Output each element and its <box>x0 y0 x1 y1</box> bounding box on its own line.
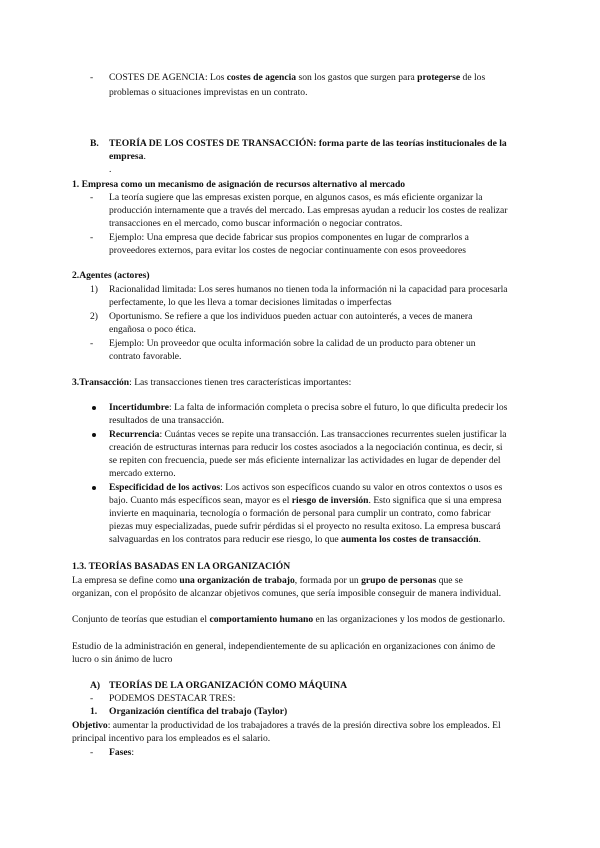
text-line: Objetivo: aumentar la productividad de los trabajadores a través de la presión directiva sobre los empleados. El <box>72 720 501 731</box>
text-line: Especificidad de los activos: Los activos son específicos cuando su valor en otros contextos o usos es <box>109 482 503 493</box>
section-a-title: TEORÍAS DE LA ORGANIZACIÓN COMO MÁQUINA <box>109 680 347 691</box>
text-line: Estudio de la administración en general, independientemente de su aplicación en organizaciones con ánimo de <box>72 641 496 652</box>
text-line: Conjunto de teorías que estudian el comportamiento humano en las organizaciones y los modos de gestionarlo. <box>72 614 506 625</box>
list-number: 1. <box>90 706 98 717</box>
text-line: proveedores externos, para evitar los costes de negociar continuamente con esos proveedores <box>109 245 466 256</box>
section-letter: B. <box>90 138 99 149</box>
text-line: contrato favorable. <box>109 351 182 362</box>
text-line: creación de estructuras internas para reducir los costes asociados a la negociación continua, es decir, si <box>109 442 503 453</box>
point-1-heading: 1. Empresa como un mecanismo de asignación de recursos alternativo al mercado <box>72 179 406 190</box>
section-letter: A) <box>90 680 101 691</box>
text-line: mercado externo. <box>109 468 176 479</box>
agency-line-1: COSTES DE AGENCIA: Los costes de agencia son los gastos que surgen para protegerse de los <box>109 72 486 83</box>
text-line: La teoría sugiere que las empresas existen porque, en algunos casos, es más eficiente organizar la <box>109 192 483 203</box>
bullet-icon <box>92 486 96 490</box>
list-marker: - <box>90 747 94 758</box>
list-marker: - <box>90 192 94 203</box>
list-marker: - <box>90 232 94 243</box>
list-number: 2) <box>90 311 98 322</box>
text-line: bajo. Cuanto más específicos sean, mayor es el riesgo de inversión. Esto significa que si una empresa <box>109 495 502 506</box>
text-line: transacciones en el mercado, como buscar información o negociar contratos. <box>109 218 403 229</box>
text-line: La empresa se define como una organización de trabajo, formada por un grupo de personas que se <box>72 575 463 586</box>
text-line: salvaguardas en los contratos para reducir ese riesgo, lo que aumenta los costes de transacción. <box>109 534 481 545</box>
text-line: principal incentivo para los empleados es el salario. <box>72 733 271 744</box>
bullet-icon <box>92 433 96 437</box>
text-line: Incertidumbre: La falta de información completa o precisa sobre el futuro, lo que dificulta predecir los <box>109 402 508 413</box>
text-line: perfectamente, lo que les lleva a tomar decisiones limitadas o imperfectas <box>109 297 392 308</box>
text-line: Ejemplo: Una empresa que decide fabricar sus propios componentes en lugar de comprarlos a <box>109 232 469 243</box>
section-1-3-heading: 1.3. TEORÍAS BASADAS EN LA ORGANIZACIÓN <box>72 561 291 572</box>
agency-line-2: problemas o situaciones imprevistas en un contrato. <box>109 87 308 98</box>
point-3-heading: 3.Transacción: Las transacciones tienen tres características importantes: <box>72 377 352 388</box>
text-line: organizan, con el propósito de alcanzar objetivos comunes, que sería imposible conseguir de manera individual. <box>72 588 502 599</box>
text-line: se repiten con frecuencia, puede ser más eficiente internalizar las actividades en lugar de depender del <box>109 455 501 466</box>
text-line: lucro o sin ánimo de lucro <box>72 654 173 665</box>
item-title: Organización científica del trabajo (Taylor) <box>109 706 288 717</box>
section-b-title: TEORÍA DE LOS COSTES DE TRANSACCIÓN: forma parte de las teorías institucionales de la <box>109 138 507 149</box>
text-line: PODEMOS DESTACAR TRES: <box>109 693 236 704</box>
text-line: Fases: <box>109 747 135 758</box>
stray-dot: . <box>109 164 112 175</box>
text-line: Recurrencia: Cuántas veces se repite una transacción. Las transacciones recurrentes suelen justificar la <box>109 429 507 440</box>
point-2-heading: 2.Agentes (actores) <box>72 270 150 281</box>
text-line: resultados de una transacción. <box>109 415 225 426</box>
text-line: engañosa o poco ética. <box>109 324 196 335</box>
list-marker: - <box>90 338 94 349</box>
section-b-title-line-2: empresa. <box>109 151 146 162</box>
text-line: piezas muy especializadas, puede sufrir pérdidas si el proyecto no resulta exitoso. La empresa buscará <box>109 521 501 532</box>
list-marker: - <box>90 72 94 83</box>
text-line: Ejemplo: Un proveedor que oculta información sobre la calidad de un producto para obtener un <box>109 338 476 349</box>
text-line: Oportunismo. Se refiere a que los individuos pueden actuar con autointerés, a veces de manera <box>109 311 473 322</box>
text-line: invierte en maquinaria, tecnología o formación de personal para cumplir un contrato, como fabricar <box>109 508 491 519</box>
text-line: producción internamente que a través del mercado. Las empresas ayudan a reducir los costes de realizar <box>109 205 508 216</box>
list-number: 1) <box>90 284 98 295</box>
list-marker: - <box>90 693 94 704</box>
bullet-icon <box>92 406 96 410</box>
text-line: Racionalidad limitada: Los seres humanos no tienen toda la información ni la capacidad para procesarla <box>109 284 508 295</box>
